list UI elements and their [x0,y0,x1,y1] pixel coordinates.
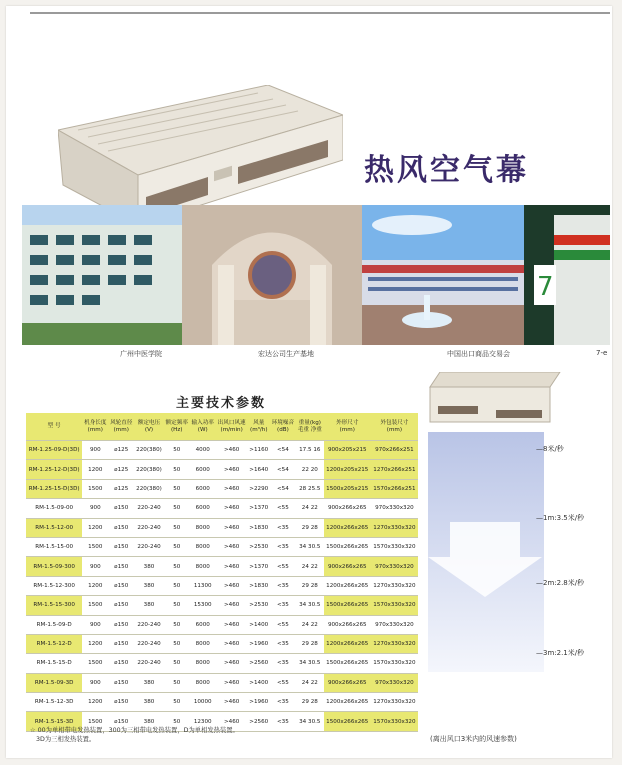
table-cell: 970x330x320 [371,557,418,576]
table-row [26,441,418,460]
note-line: ☆ 00为单相带电发热装置，300为三相带电发热装置，D为单相发热装置。 [30,727,239,734]
column-header: 外形尺寸 (mm) [324,413,371,441]
column-header: 机身长度 (mm) [82,413,108,441]
column-header: 风轮直径 (mm) [108,413,134,441]
table-cell: 1570x330x320 [371,596,418,615]
table-cell: RM-1.25-15-D(3D) [26,479,82,498]
table-cell: 900 [82,673,108,692]
table-cell: 1570x330x320 [371,537,418,556]
column-header: 环境噪音 (dB) [270,413,296,441]
table-cell: 1500x266x265 [324,596,371,615]
table-cell: <35 [270,712,296,731]
svg-text:7: 7 [537,272,554,302]
table-cell: >460 [216,499,248,518]
table-cell: >460 [216,479,248,498]
table-cell: 220-240 [134,499,164,518]
speed-label-1m: —1m:3.5米/秒 [536,514,585,522]
table-cell: 50 [164,537,190,556]
table-cell: 1200x205x215 [324,460,371,479]
table-cell: 970x266x251 [371,441,418,460]
table-cell: ⌀150 [108,693,134,712]
table-cell: 380 [134,693,164,712]
table-cell: 1200x266x265 [324,634,371,653]
table-cell: 1200 [82,576,108,595]
table-cell: <54 [270,460,296,479]
table-row [26,499,418,518]
table-cell: 1500x266x265 [324,654,371,673]
table-cell: >460 [216,615,248,634]
spec-table [26,413,418,732]
table-row [26,615,418,634]
table-cell: 220-240 [134,634,164,653]
table-row [26,460,418,479]
table-cell: 50 [164,479,190,498]
table-cell: 1200x266x265 [324,518,371,537]
table-row [26,518,418,537]
table-cell: 50 [164,460,190,479]
table-cell: 1500 [82,654,108,673]
table-cell: 1500 [82,479,108,498]
photo-hospital-building [22,205,182,345]
table-cell: ⌀125 [108,460,134,479]
photo-caption-3: 中国出口商品交易会 [447,350,510,358]
table-cell: <55 [270,615,296,634]
photo-factory-entrance [182,205,362,345]
table-cell: RM-1.5-12-00 [26,518,82,537]
table-cell: 34 30.5 [296,596,324,615]
photo-caption-1: 广州中医学院 [120,350,162,358]
table-cell: 900 [82,615,108,634]
table-cell: RM-1.5-12-D [26,634,82,653]
table-cell: <54 [270,479,296,498]
table-cell: RM-1.5-15-3D [26,712,82,731]
table-cell: 1200x266x265 [324,693,371,712]
table-cell: >1960 [248,634,270,653]
table-cell: 34 30.5 [296,654,324,673]
table-cell: 1200 [82,460,108,479]
table-cell: 8000 [190,634,216,653]
table-cell: 8000 [190,518,216,537]
table-cell: >1400 [248,673,270,692]
table-cell: 6000 [190,615,216,634]
table-cell: >460 [216,693,248,712]
table-cell: 50 [164,712,190,731]
table-cell: 970x330x320 [371,499,418,518]
table-cell: RM-1.5-12-300 [26,576,82,595]
table-cell: 8000 [190,557,216,576]
table-cell: <35 [270,537,296,556]
table-cell: ⌀150 [108,557,134,576]
table-cell: RM-1.5-15-D [26,654,82,673]
table-cell: >2560 [248,712,270,731]
table-cell: 24 22 [296,673,324,692]
speed-label-3m: —3m:2.1米/秒 [536,649,585,657]
table-cell: 1500x266x265 [324,712,371,731]
table-cell: >1160 [248,441,270,460]
page-title: 热风空气幕 [364,153,529,188]
table-cell: <35 [270,518,296,537]
table-cell: RM-1.25-09-D(3D) [26,441,82,460]
table-cell: 220-240 [134,537,164,556]
table-cell: >1960 [248,693,270,712]
column-header: 外包装尺寸 (mm) [371,413,418,441]
table-row [26,673,418,692]
photo-caption-2: 宏达公司生产基地 [258,350,314,358]
table-cell: 50 [164,441,190,460]
table-cell: 900x266x265 [324,557,371,576]
table-cell: ⌀150 [108,518,134,537]
table-cell: 50 [164,596,190,615]
table-cell: 380 [134,557,164,576]
table-cell: <55 [270,673,296,692]
table-cell: >2530 [248,596,270,615]
table-cell: 220(380) [134,441,164,460]
table-row [26,479,418,498]
table-row [26,634,418,653]
table-cell: RM-1.5-09-D [26,615,82,634]
table-cell: 4000 [190,441,216,460]
table-cell: 220(380) [134,479,164,498]
table-cell: 50 [164,615,190,634]
table-cell: 900x266x265 [324,673,371,692]
table-cell: 900 [82,557,108,576]
table-cell: RM-1.25-12-D(3D) [26,460,82,479]
table-cell: >460 [216,537,248,556]
table-cell: 24 22 [296,557,324,576]
table-cell: ⌀150 [108,712,134,731]
table-cell: 220-240 [134,654,164,673]
table-cell: 1500 [82,537,108,556]
table-cell: >460 [216,460,248,479]
table-cell: 50 [164,673,190,692]
table-cell: 970x330x320 [371,615,418,634]
table-cell: 15300 [190,596,216,615]
table-cell: 29 28 [296,518,324,537]
table-cell: 17.5 16 [296,441,324,460]
column-header: 额定频率 (Hz) [164,413,190,441]
photo-caption-4: 7-e [596,349,608,357]
table-cell: >460 [216,634,248,653]
table-cell: ⌀150 [108,576,134,595]
table-cell: 8000 [190,537,216,556]
speed-label-outlet: —8米/秒 [536,445,564,453]
table-cell: <54 [270,441,296,460]
table-cell: >460 [216,673,248,692]
photo-convenience-store [524,205,610,345]
table-cell: >1830 [248,576,270,595]
table-cell: 8000 [190,654,216,673]
table-cell: >460 [216,576,248,595]
table-cell: 29 28 [296,634,324,653]
table-cell: >460 [216,518,248,537]
table-row [26,693,418,712]
table-cell: <35 [270,693,296,712]
table-cell: 34 30.5 [296,537,324,556]
table-cell: 1200x266x265 [324,576,371,595]
table-cell: ⌀150 [108,537,134,556]
table-cell: >2560 [248,654,270,673]
column-header: 额定电压 (V) [134,413,164,441]
table-cell: ⌀150 [108,673,134,692]
table-cell: 28 25.5 [296,479,324,498]
table-row [26,537,418,556]
column-header: 输入功率 (W) [190,413,216,441]
table-cell: 50 [164,557,190,576]
table-cell: 1500 [82,596,108,615]
table-cell: RM-1.5-15-00 [26,537,82,556]
table-body [26,441,418,732]
table-row [26,654,418,673]
table-cell: 6000 [190,460,216,479]
table-notes [30,726,239,744]
table-cell: 50 [164,499,190,518]
table-cell: >460 [216,596,248,615]
table-cell: 34 30.5 [296,712,324,731]
table-cell: 220-240 [134,615,164,634]
table-cell: 22 20 [296,460,324,479]
table-cell: ⌀150 [108,596,134,615]
table-cell: 10000 [190,693,216,712]
column-header: 风量 (m³/h) [248,413,270,441]
table-cell: <35 [270,576,296,595]
table-cell: >2530 [248,537,270,556]
table-cell: >1370 [248,557,270,576]
table-cell: 29 28 [296,693,324,712]
table-cell: 380 [134,596,164,615]
table-cell: RM-1.5-09-00 [26,499,82,518]
top-rule [30,12,610,14]
table-cell: 1200 [82,634,108,653]
table-cell: 1500x266x265 [324,537,371,556]
table-cell: 380 [134,576,164,595]
table-cell: 24 22 [296,615,324,634]
table-cell: 380 [134,673,164,692]
table-cell: 220(380) [134,460,164,479]
column-header: 重量(kg) 毛重 净重 [296,413,324,441]
table-cell: 220-240 [134,518,164,537]
table-cell: 8000 [190,673,216,692]
table-cell: 12300 [190,712,216,731]
table-cell: ⌀150 [108,499,134,518]
table-cell: 900x266x265 [324,499,371,518]
column-header: 出风口风速 (m/min) [216,413,248,441]
note-line: 3D为三相发热装置。 [36,736,96,743]
table-cell: 380 [134,712,164,731]
table-cell: >460 [216,441,248,460]
table-cell: >460 [216,712,248,731]
table-cell: <35 [270,654,296,673]
table-cell: <55 [270,557,296,576]
table-cell: 1570x330x320 [371,654,418,673]
table-cell: 24 22 [296,499,324,518]
table-cell: <35 [270,596,296,615]
table-cell: 1200 [82,518,108,537]
speed-label-2m: —2m:2.8米/秒 [536,579,585,587]
photo-trade-fair [362,205,524,345]
table-cell: 50 [164,654,190,673]
table-cell: ⌀150 [108,654,134,673]
table-cell: <35 [270,634,296,653]
column-header: 型 号 [26,413,82,441]
table-cell: RM-1.5-09-3D [26,673,82,692]
table-cell: RM-1.5-12-3D [26,693,82,712]
table-cell: 900 [82,499,108,518]
table-cell: <55 [270,499,296,518]
table-cell: 6000 [190,479,216,498]
table-cell: >460 [216,654,248,673]
table-cell: 900x205x215 [324,441,371,460]
table-cell: 900x266x265 [324,615,371,634]
table-cell: 1570x266x251 [371,479,418,498]
table-cell: 1270x330x320 [371,693,418,712]
table-cell: >460 [216,557,248,576]
table-cell: 970x330x320 [371,673,418,692]
table-cell: >1400 [248,615,270,634]
table-cell: ⌀125 [108,479,134,498]
table-cell: >1640 [248,460,270,479]
table-cell: 1500x205x215 [324,479,371,498]
table-cell: 50 [164,693,190,712]
table-cell: ⌀150 [108,634,134,653]
table-header-row [26,413,418,441]
table-cell: >1370 [248,499,270,518]
table-cell: 900 [82,441,108,460]
table-cell: 11300 [190,576,216,595]
table-cell: 1570x330x320 [371,712,418,731]
table-cell: 29 28 [296,576,324,595]
table-cell: RM-1.5-09-300 [26,557,82,576]
diagram-caption: (离出风口3米内的风速参数) [430,735,517,743]
table-row [26,596,418,615]
table-cell: 50 [164,576,190,595]
table-cell: 1270x330x320 [371,518,418,537]
table-cell: 1270x330x320 [371,576,418,595]
table-cell: 50 [164,634,190,653]
table-cell: 1270x266x251 [371,460,418,479]
table-cell: 1200 [82,693,108,712]
table-cell: 6000 [190,499,216,518]
air-curtain-product-image [58,85,343,225]
table-cell: 1270x330x320 [371,634,418,653]
spec-table-title: 主要技术参数 [176,396,267,411]
table-cell: RM-1.5-15-300 [26,596,82,615]
table-cell: 1500 [82,712,108,731]
table-row [26,576,418,595]
table-cell: >1830 [248,518,270,537]
table-cell: 50 [164,518,190,537]
table-cell: ⌀150 [108,615,134,634]
table-cell: ⌀125 [108,441,134,460]
table-cell: >2290 [248,479,270,498]
table-row [26,557,418,576]
